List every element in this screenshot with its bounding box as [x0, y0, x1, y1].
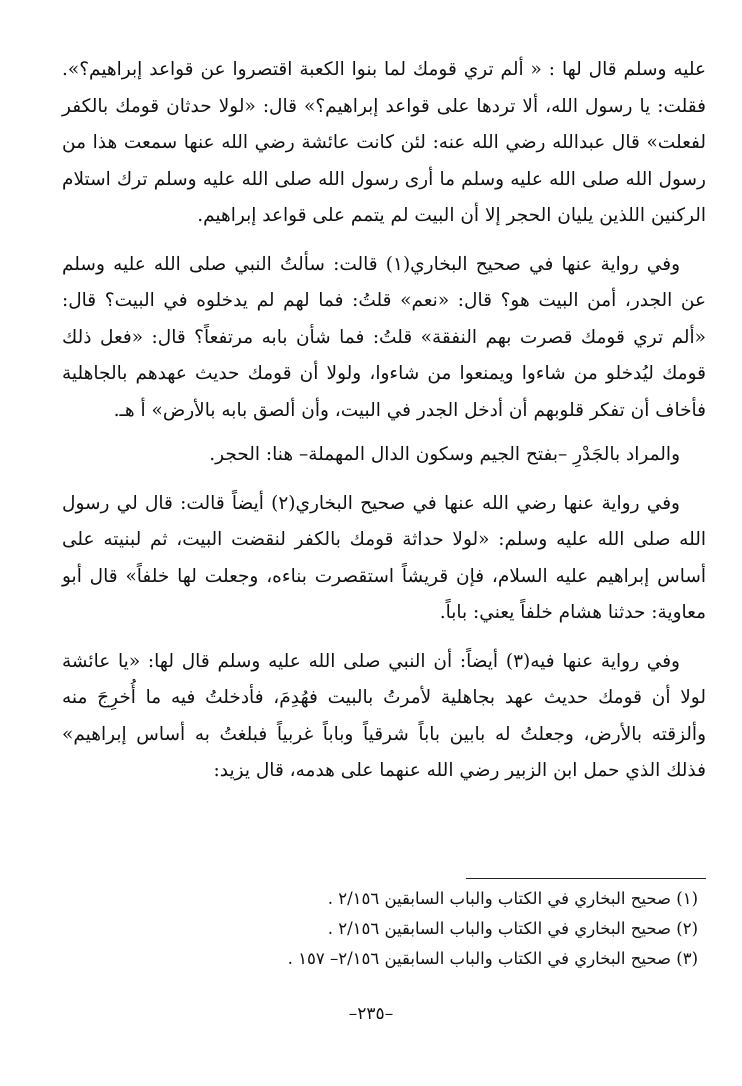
footnote-1: (١) صحيح البخاري في الكتاب والباب السابقين ٢/١٥٦ .: [327, 889, 698, 908]
footnote-3: (٣) صحيح البخاري في الكتاب والباب السابقين ٢/١٥٦– ١٥٧ .: [287, 949, 698, 968]
paragraph-3: والمراد بالجَدْرِ –بفتح الجيم وسكون الدال المهملة– هنا: الحجر.: [209, 444, 680, 465]
page-number: –٢٣٥–: [348, 1004, 394, 1024]
paragraph-5: وفي رواية عنها فيه(٣) أيضاً: أن النبي صلى الله عليه وسلم قال لها: «يا عائشة لولا أن قومك حديث عهد بجاهلية لأمرتُ بالبيت فهُدِمَ، فأدخلتُ فيه ما أُخرِجَ منه وألزقته بالأرض، وجعلتُ له بابين باباً شرقياً وباباً غربياً فبلغتُ به أساس إبراهيم» فذلك الذي حمل ابن الزبير رضي الله عنهما على هدمه، قال يزيد:: [62, 650, 706, 781]
paragraph-1: عليه وسلم قال لها : « ألم تري قومك لما بنوا الكعبة اقتصروا عن قواعد إبراهيم؟». فقلت: يا رسول الله، ألا تردها على قواعد إبراهيم؟» قال: «لولا حدثان قومك بالكفر لفعلت» قال عبدالله رضي الله عنه: لئن كانت عائشة رضي الله عنها سمعت هذا من رسول الله صلى الله عليه وسلم ما أرى رسول الله صلى الله عليه وسلم ترك استلام الركنين اللذين يليان الحجر إلا أن البيت لم يتمم على قواعد إبراهيم.: [62, 59, 706, 226]
paragraph-4: وفي رواية عنها رضي الله عنها في صحيح البخاري(٢) أيضاً قالت: قال لي رسول الله صلى الله عليه وسلم: «لولا حداثة قومك بالكفر لنقضت البيت، ثم لبنيته على أساس إبراهيم عليه السلام، فإن قريشاً استقصرت بناءه، وجعلت لها خلفاً» قال أبو معاوية: حدثنا هشام خلفاً يعني: باباً.: [62, 492, 706, 623]
footnote-2: (٢) صحيح البخاري في الكتاب والباب السابقين ٢/١٥٦ .: [327, 919, 698, 938]
main-text: [62, 52, 706, 790]
paragraph-2: وفي رواية عنها في صحيح البخاري(١) قالت: سألتُ النبي صلى الله عليه وسلم عن الجدر، أمن البيت هو؟ قال: «نعم» قلتُ: فما لهم لم يدخلوه في البيت؟ قال: «ألم تري قومك قصرت بهم النفقة» قلتُ: فما شأن بابه مرتفعاً؟ قال: «فعل ذلك قومك ليُدخلو من شاءوا ويمنعوا من شاءوا، ولولا أن قومك حديث عهدهم بالجاهلية فأخاف أن تفكر قلوبهم أن أدخل الجدر في البيت، وأن ألصق بابه بالأرض» أ هـ.: [62, 253, 706, 421]
footnote-divider: [466, 878, 706, 879]
footnotes: [62, 884, 706, 974]
